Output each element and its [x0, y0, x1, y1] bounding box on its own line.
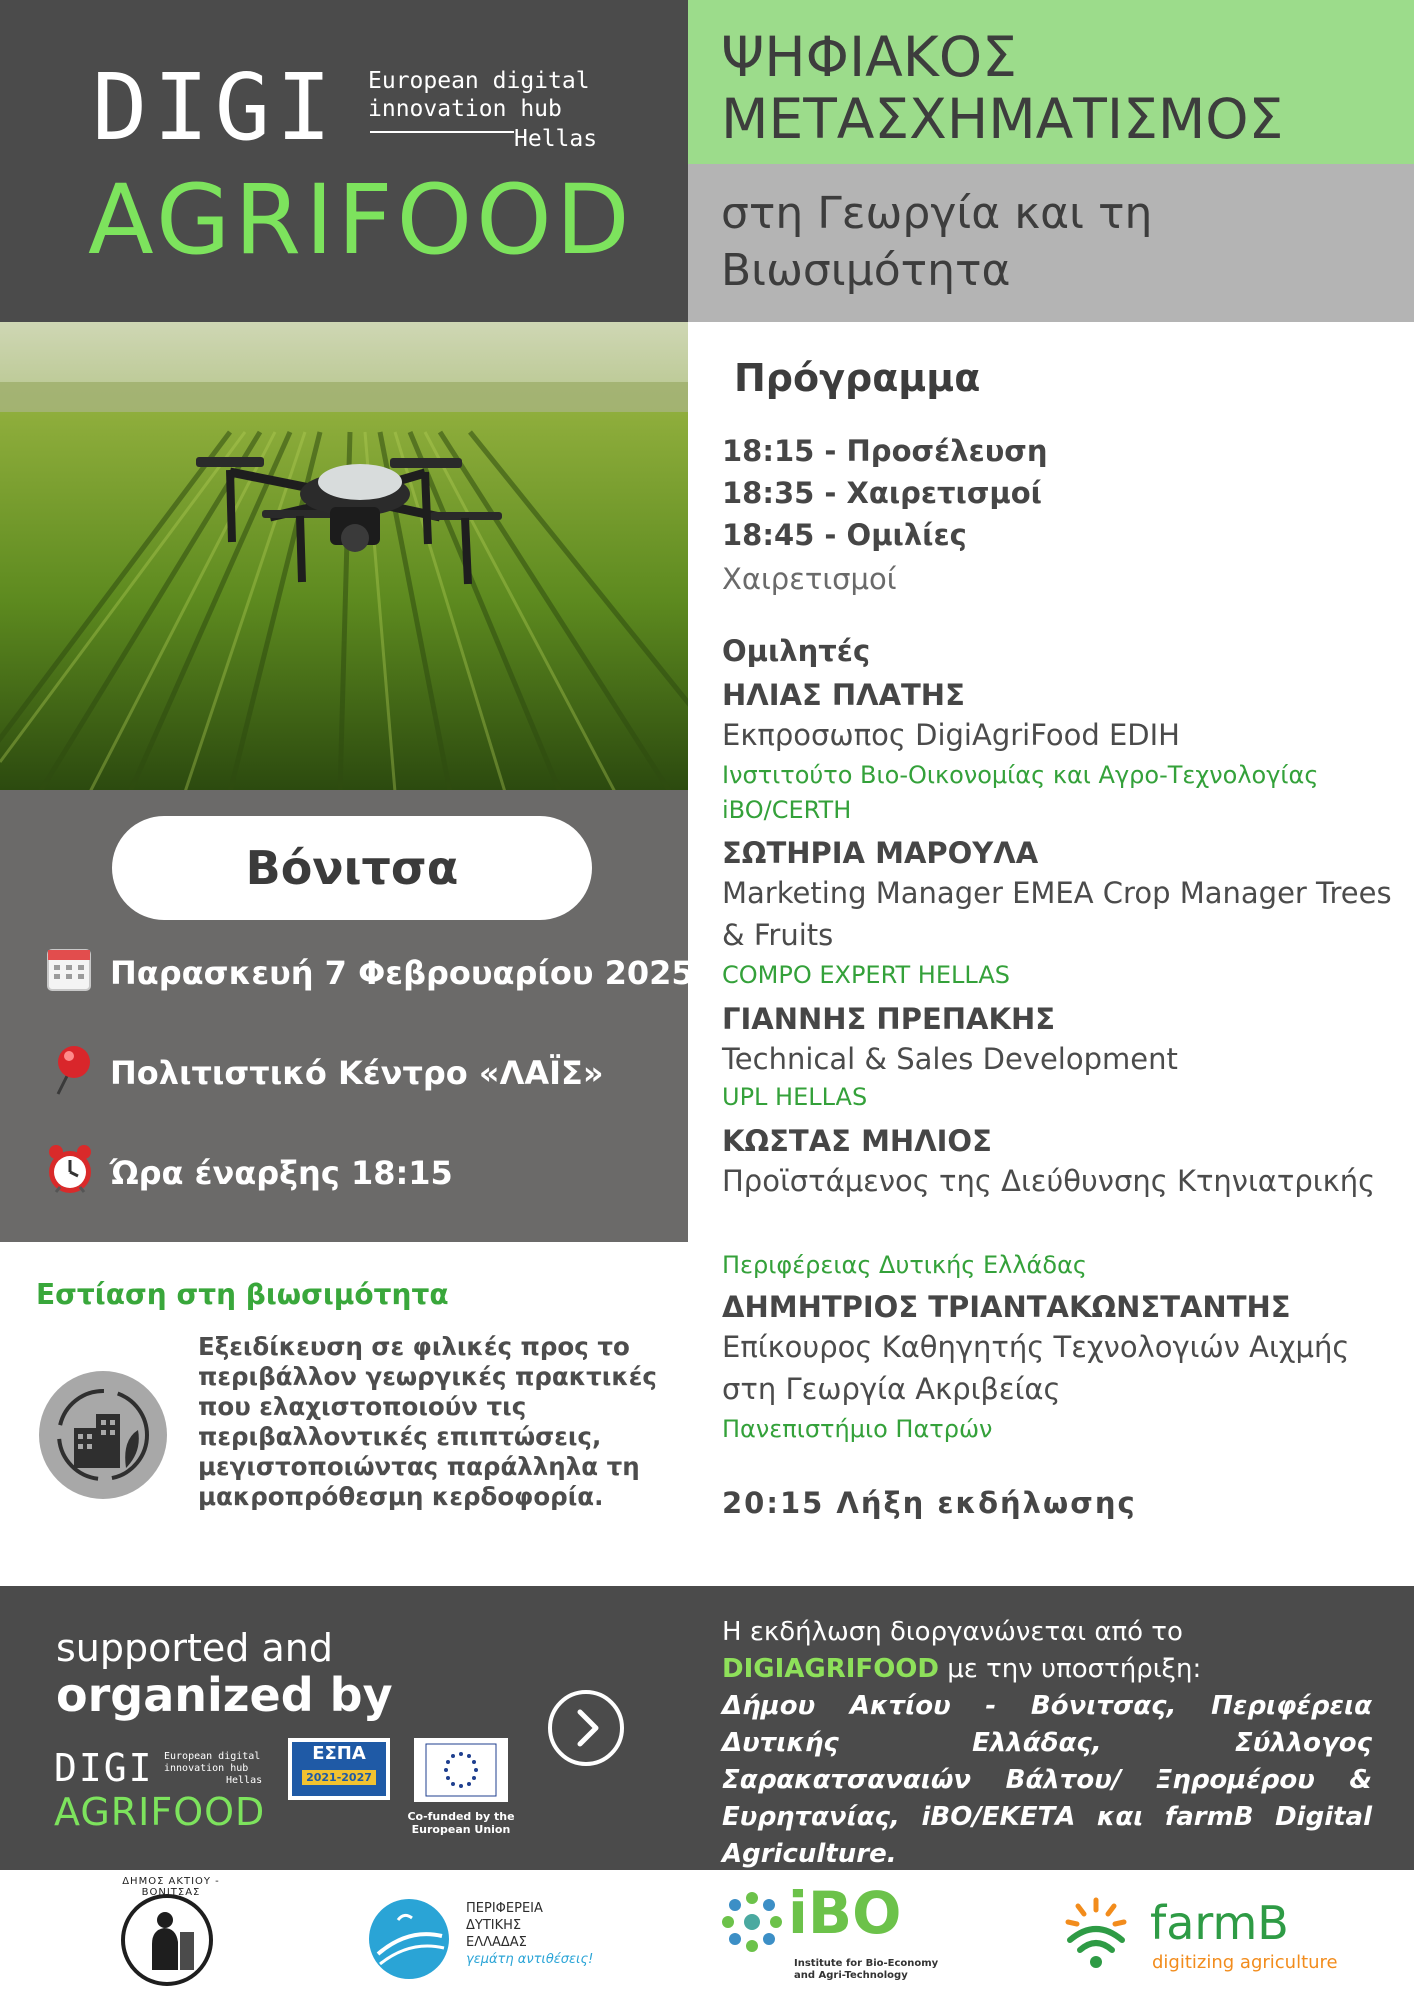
speaker-role: Εκπροσωπος DigiAgriFood EDIH	[722, 718, 1180, 752]
espa-years: 2021-2027	[302, 1770, 376, 1785]
ibo-caption-line-2: and Agri-Technology	[794, 1970, 908, 1981]
organized-label: organized by	[56, 1668, 393, 1722]
ibo-caption	[794, 1958, 938, 1982]
partner-logos-strip	[0, 1870, 1414, 2000]
program-title: Πρόγραμμα	[734, 356, 981, 400]
speaker-role: Επίκουρος Καθηγητής Τεχνολογιών Αιχμής στη Γεωργία Ακριβείας	[722, 1330, 1350, 1406]
subtitle-block	[688, 164, 1414, 322]
organizer-intro: Η εκδήλωση διοργανώνεται από το	[722, 1617, 1183, 1647]
brand-agrifood-text: AGRIFOOD	[88, 164, 634, 276]
region-line-3: ΕΛΛΑΔΑΣ	[466, 1935, 527, 1950]
title-line-2: ΜΕΤΑΣΧΗΜΑΤΙΣΜΟΣ	[721, 87, 1284, 151]
subtitle-line-1: στη Γεωργία και τη	[721, 188, 1153, 239]
speaker-name: ΚΩΣΤΑΣ ΜΗΛΙΟΣ	[722, 1124, 992, 1158]
mini-hub-line-3: Hellas	[226, 1775, 263, 1786]
seal-icon	[112, 1882, 222, 1992]
title-line-1: ΨΗΦΙΑΚΟΣ	[721, 25, 1017, 89]
schedule-item: 18:15 - Προσέλευση	[722, 434, 1048, 468]
schedule-item: 18:45 - Ομιλίες	[722, 518, 967, 552]
ibo-dots-icon	[720, 1890, 784, 1954]
brand-digi-text: DIGI	[92, 54, 338, 161]
calendar-icon	[44, 942, 96, 998]
eu-flag-logo	[414, 1738, 508, 1802]
organizer-brand: DIGIAGRIFOOD	[722, 1654, 939, 1684]
hub-line-3: Hellas	[514, 126, 598, 152]
header-logo-panel	[0, 0, 688, 322]
speaker-role: Προϊστάμενος της Διεύθυνσης Κτηνιατρικής	[722, 1164, 1376, 1198]
speaker-name: ΓΙΑΝΝΗΣ ΠΡΕΠΑΚΗΣ	[722, 1002, 1056, 1036]
event-date: Παρασκευή 7 Φεβρουαρίου 2025	[110, 954, 694, 992]
speaker-role: Technical & Sales Development	[722, 1042, 1178, 1076]
mini-hub-line-1: European digital	[164, 1751, 261, 1762]
speaker-name: ΣΩΤΗΡΙΑ ΜΑΡΟΥΛΑ	[722, 836, 1039, 870]
mini-hub-line-2: innovation hub	[164, 1763, 249, 1774]
subtitle-line-2: Βιωσιμότητα	[721, 245, 1011, 296]
footer-band	[0, 1586, 1414, 1870]
event-end: 20:15 Λήξη εκδήλωσης	[722, 1486, 1137, 1520]
farmb-logo	[1064, 1896, 1128, 1978]
speaker-name: ΔΗΜΗΤΡΙΟΣ ΤΡΙΑΝΤΑΚΩΝΣΤΑΝΤΗΣ	[722, 1290, 1291, 1324]
mini-brand-agrifood: AGRIFOOD	[54, 1790, 266, 1834]
hub-line-1: European digital	[368, 68, 590, 94]
speakers-heading: Ομιλητές	[722, 634, 871, 668]
next-arrow-button[interactable]	[548, 1690, 624, 1766]
region-text	[466, 1900, 593, 1968]
espa-logo	[288, 1738, 390, 1800]
sustainability-heading: Εστίαση στη βιωσιμότητα	[36, 1278, 449, 1311]
speaker-role: Marketing Manager EMEA Crop Manager Trees & Fruits	[722, 876, 1392, 952]
pushpin-icon	[44, 1042, 96, 1098]
schedule-note: Χαιρετισμοί	[722, 562, 897, 596]
hub-divider	[370, 131, 514, 133]
region-wave-icon	[368, 1898, 450, 1980]
farmb-tagline: digitizing agriculture	[1152, 1952, 1338, 1973]
drone-field-photo	[0, 322, 688, 790]
drone-field-illustration	[0, 322, 688, 790]
sustainability-description: Εξειδίκευση σε φιλικές προς το περιβάλλον γεωργικές πρακτικές που ελαχιστοποιούν τις περιβαλλοντικές επιπτώσεις, μεγιστοποιώντας παράλληλα τη μακροπρόθεσμη κερδοφορία.	[198, 1332, 657, 1511]
espa-label: ΕΣΠΑ	[312, 1743, 366, 1764]
municipality-seal-logo	[112, 1882, 222, 1992]
speaker-org: UPL HELLAS	[722, 1083, 868, 1111]
farmb-signal-icon	[1064, 1896, 1128, 1974]
farmb-name: farmB	[1150, 1896, 1289, 1950]
speaker-org: COMPO EXPERT HELLAS	[722, 961, 1010, 989]
event-info-box	[0, 790, 694, 1242]
alarm-clock-icon	[44, 1142, 96, 1198]
organizer-with: με την υποστήριξη:	[938, 1654, 1202, 1684]
mini-brand-digi: DIGI	[54, 1746, 154, 1790]
speaker-org: Περιφέρειας Δυτικής Ελλάδας	[722, 1251, 1087, 1279]
organizer-supporters: Δήμου Ακτίου - Βόνιτσας, Περιφέρεια Δυτικής Ελλάδας, Σύλλογος Σαρακατσαναιών Βάλτου/ Ξηρομέρου & Ευρητανίας, iBO/ΕΚΕΤΑ και farmB Digital Agriculture.	[722, 1691, 1372, 1869]
speaker-org: Ινστιτούτο Βιο-Οικονομίας και Αγρο-Τεχνολογίας iBO/CERTH	[722, 761, 1319, 824]
supported-label: supported and	[56, 1626, 333, 1670]
organizer-text	[722, 1614, 1372, 1873]
ibo-logo	[720, 1890, 784, 1958]
event-start-time: Ώρα έναρξης 18:15	[110, 1154, 453, 1192]
speaker-name: ΗΛΙΑΣ ΠΛΑΤΗΣ	[722, 678, 965, 712]
title-block	[688, 0, 1414, 164]
region-line-2: ΔΥΤΙΚΗΣ	[466, 1918, 522, 1933]
municipality-name: ΔΗΜΟΣ ΑΚΤΙΟΥ - ΒΟΝΙΤΣΑΣ	[122, 1876, 220, 1898]
sustainable-building-icon	[38, 1370, 168, 1500]
chevron-right-icon	[552, 1694, 620, 1762]
event-venue: Πολιτιστικό Κέντρο «ΛΑΪΣ»	[110, 1054, 604, 1092]
schedule-item: 18:35 - Χαιρετισμοί	[722, 476, 1042, 510]
eu-caption: Co-funded by the European Union	[407, 1810, 515, 1836]
hub-line-2: innovation hub	[368, 96, 562, 122]
speaker-org: Πανεπιστήμιο Πατρών	[722, 1415, 993, 1443]
city-badge: Βόνιτσα	[112, 816, 592, 920]
region-slogan: γεμάτη αντιθέσεις!	[466, 1952, 594, 1967]
ibo-caption-line-1: Institute for Bio-Economy	[794, 1958, 939, 1969]
region-line-1: ΠΕΡΙΦΕΡΕΙΑ	[466, 1901, 543, 1916]
region-logo	[368, 1898, 450, 1984]
ibo-name: iBO	[788, 1879, 902, 1947]
